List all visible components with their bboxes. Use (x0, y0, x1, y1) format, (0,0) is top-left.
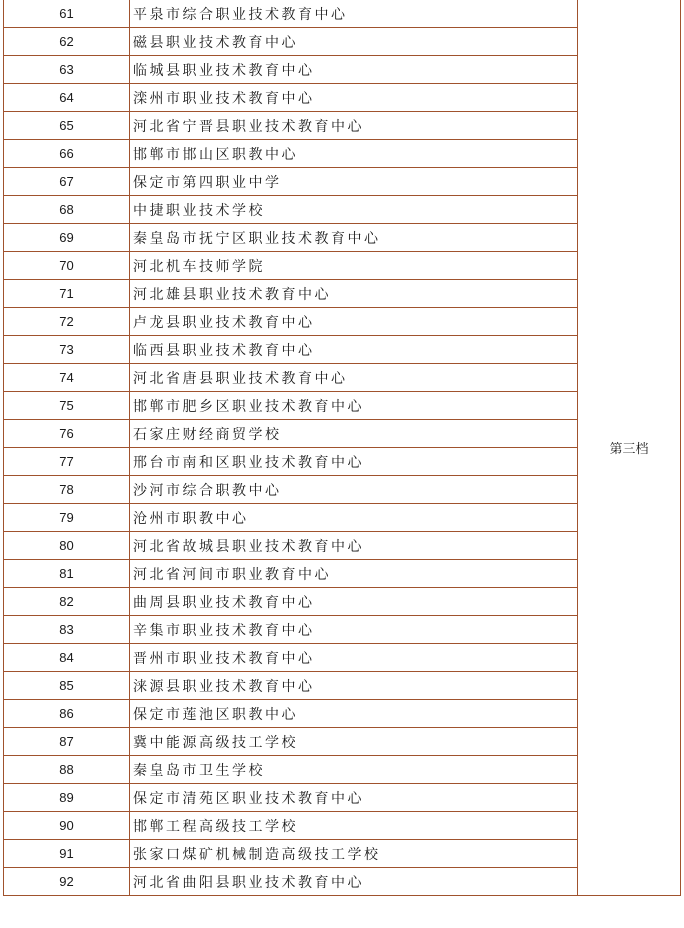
table-body (4, 0, 681, 896)
school-name: 河北省宁晋县职业技术教育中心 (130, 112, 578, 140)
school-name: 河北省唐县职业技术教育中心 (130, 364, 578, 392)
row-number: 89 (4, 784, 130, 812)
school-name: 保定市清苑区职业技术教育中心 (130, 784, 578, 812)
row-number: 82 (4, 588, 130, 616)
row-number: 91 (4, 840, 130, 868)
school-name: 邯郸市肥乡区职业技术教育中心 (130, 392, 578, 420)
row-number: 64 (4, 84, 130, 112)
row-number: 77 (4, 448, 130, 476)
row-number: 74 (4, 364, 130, 392)
school-name: 河北省河间市职业教育中心 (130, 560, 578, 588)
row-number: 88 (4, 756, 130, 784)
tier-label: 第三档 (578, 0, 681, 896)
row-number: 87 (4, 728, 130, 756)
row-number: 75 (4, 392, 130, 420)
school-name: 辛集市职业技术教育中心 (130, 616, 578, 644)
row-number: 78 (4, 476, 130, 504)
row-number: 61 (4, 0, 130, 28)
row-number: 70 (4, 252, 130, 280)
school-name: 沙河市综合职教中心 (130, 476, 578, 504)
school-name: 沧州市职教中心 (130, 504, 578, 532)
row-number: 90 (4, 812, 130, 840)
row-number: 83 (4, 616, 130, 644)
school-name: 涞源县职业技术教育中心 (130, 672, 578, 700)
row-number: 71 (4, 280, 130, 308)
row-number: 81 (4, 560, 130, 588)
school-name: 河北雄县职业技术教育中心 (130, 280, 578, 308)
row-number: 84 (4, 644, 130, 672)
school-name: 临西县职业技术教育中心 (130, 336, 578, 364)
school-name: 张家口煤矿机械制造高级技工学校 (130, 840, 578, 868)
school-name: 晋州市职业技术教育中心 (130, 644, 578, 672)
row-number: 79 (4, 504, 130, 532)
school-name: 邯郸市邯山区职教中心 (130, 140, 578, 168)
school-name: 邯郸工程高级技工学校 (130, 812, 578, 840)
school-name: 冀中能源高级技工学校 (130, 728, 578, 756)
row-number: 68 (4, 196, 130, 224)
row-number: 69 (4, 224, 130, 252)
row-number: 65 (4, 112, 130, 140)
school-name: 保定市莲池区职教中心 (130, 700, 578, 728)
row-number: 72 (4, 308, 130, 336)
school-name: 石家庄财经商贸学校 (130, 420, 578, 448)
school-list-table (3, 0, 681, 896)
school-name: 平泉市综合职业技术教育中心 (130, 0, 578, 28)
school-name: 河北省故城县职业技术教育中心 (130, 532, 578, 560)
row-number: 67 (4, 168, 130, 196)
row-number: 63 (4, 56, 130, 84)
row-number: 62 (4, 28, 130, 56)
school-name: 河北省曲阳县职业技术教育中心 (130, 868, 578, 896)
school-name: 曲周县职业技术教育中心 (130, 588, 578, 616)
school-name: 秦皇岛市抚宁区职业技术教育中心 (130, 224, 578, 252)
row-number: 86 (4, 700, 130, 728)
row-number: 73 (4, 336, 130, 364)
table-row (4, 0, 681, 28)
school-name: 滦州市职业技术教育中心 (130, 84, 578, 112)
row-number: 85 (4, 672, 130, 700)
school-name: 磁县职业技术教育中心 (130, 28, 578, 56)
school-name: 卢龙县职业技术教育中心 (130, 308, 578, 336)
school-name: 保定市第四职业中学 (130, 168, 578, 196)
school-name: 秦皇岛市卫生学校 (130, 756, 578, 784)
row-number: 80 (4, 532, 130, 560)
row-number: 66 (4, 140, 130, 168)
school-name: 中捷职业技术学校 (130, 196, 578, 224)
school-name: 临城县职业技术教育中心 (130, 56, 578, 84)
row-number: 76 (4, 420, 130, 448)
school-name: 河北机车技师学院 (130, 252, 578, 280)
school-name: 邢台市南和区职业技术教育中心 (130, 448, 578, 476)
row-number: 92 (4, 868, 130, 896)
